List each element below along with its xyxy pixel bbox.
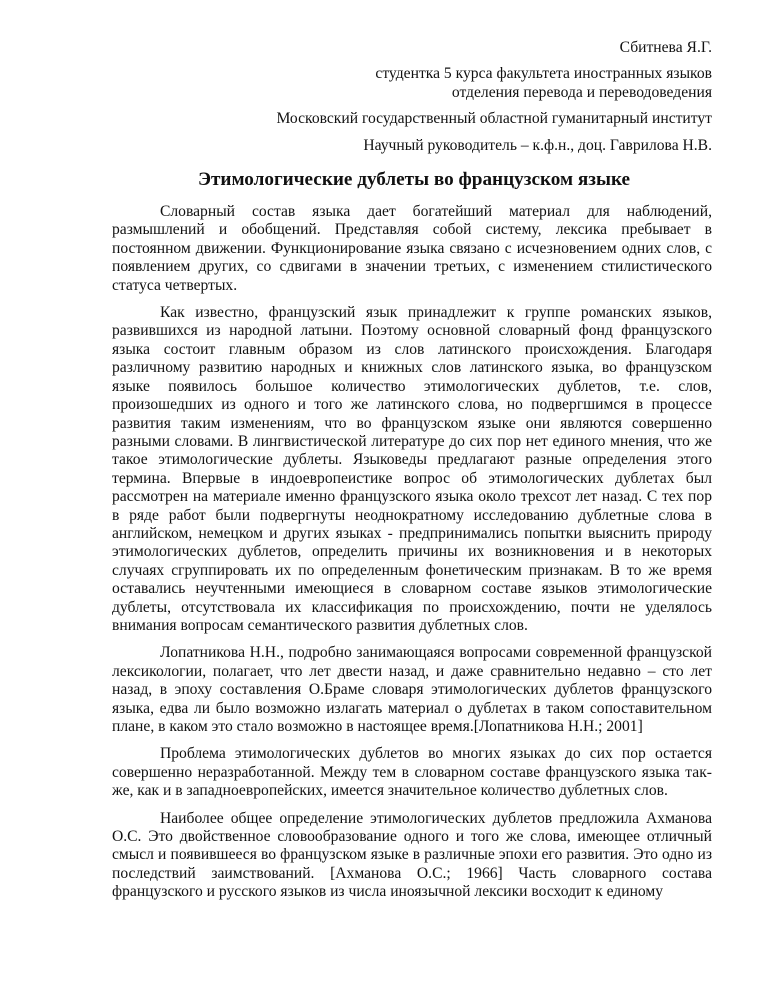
author-status-line-1: студентка 5 курса факультета иностранных языков [375,65,712,83]
paragraph-2: Как известно, французский язык принадлежит к группе романских языков, развившихся из народной латыни. Поэтому основной словарный фонд французского языка состоит главным образом из слов латинского происхождения. Благодаря различному развитию народных и книжных слов латинского языка, во французском языке появилось большое количество этимологических дублетов, т.е. слов, произошедших из одного и того же латинского слова, но подвергшимся в процессе развития таким изменениям, что во французском языке они являются совершенно разными словами. В лингвистической литературе до сих пор нет единого мнения, что же такое этимологические дублеты. Языковеды предлагают разные определения этого термина. Впервые в индоевропеистике вопрос об этимологических дублетах был рассмотрен на материале именно французского языка около трехсот лет назад. С тех пор в ряде работ были подвергнуты неоднократному исследованию дублетные слова в английском, немецком и других языках - предпринимались попытки выяснить природу этимологических дублетов, определить причины их возникновения и в некоторых случаях сгруппировать их по определенным фонетическим признакам. В то же время оставались неучтенными имеющиеся в словарном составе языков этимологические дублеты, отсутствовала их классификация по происхождению, почти не уделялось внимания вопросам семантического развития дублетных слов. [112,304,712,634]
scientific-advisor: Научный руководитель – к.ф.н., доц. Гаврилова Н.В. [363,136,712,154]
author-status [112,65,712,102]
document-title: Этимологические дублеты во французском языке [197,169,631,191]
document-page [112,0,712,902]
paragraph-1: Словарный состав языка дает богатейший материал для наблюдений, размышлений и обобщений. Представляя собой систему, лексика пребывает в постоянном движении. Функционирование языка связано с исчезновением одних слов, с появлением других, со сдвигами в значении третьих, с изменением стилистического статуса четвертых. [112,203,712,294]
author-name: Сбитнева Я.Г. [619,39,712,56]
paragraph-4: Проблема этимологических дублетов во многих языках до сих пор остается совершенно неразработанной. Между тем в словарном составе французского языка так-же, как и в западноевропейских, имеется значительное количество дублетных слов. [112,745,712,800]
institute-name: Московский государственный областной гуманитарный институт [276,110,712,128]
author-status-line-2: отделения перевода и переводоведения [451,83,712,101]
paragraph-5: Наиболее общее определение этимологических дублетов предложила Ахманова О.С. Это двойственное словообразование одного и того же слова, имеющее отличный смысл и появившееся во французском языке в различные эпохи его развития. Это одно из последствий заимствований. [Ахманова О.С.; 1966] Часть словарного состава французского и русского языков из числа иноязычной лексики восходит к единому [112,809,712,901]
paragraph-3: Лопатникова Н.Н., подробно занимающаяся вопросами современной французской лексикологии, полагает, что лет двести назад, и даже сравнительно недавно – сто лет назад, в эпоху составления О.Браме словаря этимологических дублетов французского языка, едва ли было возможно излагать материал о дублетах в таком сопоставительном плане, в каком это стало возможно в настоящее время.[Лопатникова Н.Н.; 2001] [112,644,712,735]
